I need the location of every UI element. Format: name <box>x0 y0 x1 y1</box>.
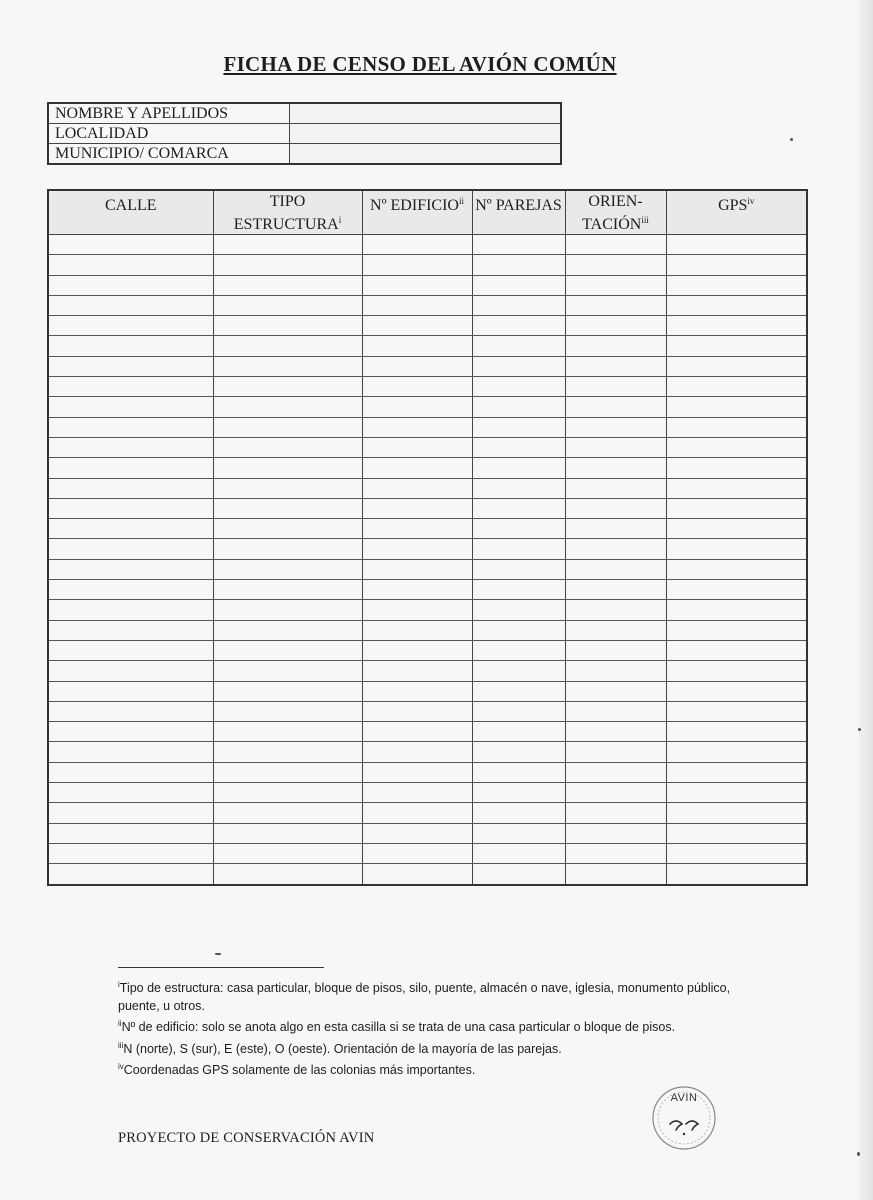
table-cell[interactable] <box>565 336 666 356</box>
table-cell[interactable] <box>213 843 362 863</box>
table-cell[interactable] <box>48 823 213 843</box>
table-cell[interactable] <box>666 417 807 437</box>
table-cell[interactable] <box>362 864 472 885</box>
table-cell[interactable] <box>666 803 807 823</box>
table-cell[interactable] <box>48 478 213 498</box>
table-cell[interactable] <box>666 235 807 255</box>
table-cell[interactable] <box>565 661 666 681</box>
table-cell[interactable] <box>472 235 565 255</box>
table-cell[interactable] <box>565 559 666 579</box>
table-cell[interactable] <box>362 559 472 579</box>
table-row <box>48 295 807 315</box>
table-cell[interactable] <box>48 437 213 457</box>
table-cell[interactable] <box>362 600 472 620</box>
table-cell[interactable] <box>565 539 666 559</box>
table-cell[interactable] <box>213 356 362 376</box>
paper-speck <box>858 728 861 731</box>
table-cell[interactable] <box>213 864 362 885</box>
table-cell[interactable] <box>472 580 565 600</box>
table-cell[interactable] <box>362 316 472 336</box>
table-cell[interactable] <box>565 275 666 295</box>
table-cell[interactable] <box>565 356 666 376</box>
table-row <box>48 336 807 356</box>
table-cell[interactable] <box>565 843 666 863</box>
table-cell[interactable] <box>362 843 472 863</box>
table-cell[interactable] <box>362 539 472 559</box>
table-cell[interactable] <box>362 620 472 640</box>
table-cell[interactable] <box>48 539 213 559</box>
table-row <box>48 356 807 376</box>
table-cell[interactable] <box>472 600 565 620</box>
page-edge <box>859 0 873 1200</box>
table-row <box>48 580 807 600</box>
table-cell[interactable] <box>48 519 213 539</box>
locality-field[interactable] <box>290 124 562 144</box>
table-cell[interactable] <box>213 255 362 275</box>
table-cell[interactable] <box>472 377 565 397</box>
table-row <box>48 640 807 660</box>
table-cell[interactable] <box>362 255 472 275</box>
table-cell[interactable] <box>362 580 472 600</box>
table-row <box>48 762 807 782</box>
table-cell[interactable] <box>213 823 362 843</box>
table-cell[interactable] <box>48 235 213 255</box>
table-cell[interactable] <box>362 722 472 742</box>
column-header-tipo-estructura: TIPO ESTRUCTURA$^i$ <box>213 190 362 235</box>
table-cell[interactable] <box>472 742 565 762</box>
table-row <box>48 255 807 275</box>
table-cell[interactable] <box>213 397 362 417</box>
table-row <box>48 783 807 803</box>
table-cell[interactable] <box>48 640 213 660</box>
table-cell[interactable] <box>565 762 666 782</box>
table-cell[interactable] <box>362 295 472 315</box>
table-cell[interactable] <box>213 498 362 518</box>
table-cell[interactable] <box>213 478 362 498</box>
table-cell[interactable] <box>362 458 472 478</box>
footnote-building-number: $^{ii}$Nº de edificio: solo se anota algo en esta casilla si se trata de una casa particular o bloque de pisos. <box>118 1019 676 1034</box>
table-row <box>48 397 807 417</box>
paper-speck <box>215 953 221 955</box>
table-cell[interactable] <box>472 417 565 437</box>
table-cell[interactable] <box>565 803 666 823</box>
table-row <box>48 620 807 640</box>
table-cell[interactable] <box>472 681 565 701</box>
table-cell[interactable] <box>666 519 807 539</box>
table-cell[interactable] <box>472 843 565 863</box>
table-cell[interactable] <box>213 803 362 823</box>
table-cell[interactable] <box>666 681 807 701</box>
table-cell[interactable] <box>48 397 213 417</box>
municipality-field[interactable] <box>290 144 562 165</box>
table-cell[interactable] <box>565 864 666 885</box>
table-cell[interactable] <box>213 600 362 620</box>
table-cell[interactable] <box>565 255 666 275</box>
table-cell[interactable] <box>213 661 362 681</box>
table-cell[interactable] <box>213 539 362 559</box>
table-cell[interactable] <box>565 295 666 315</box>
table-cell[interactable] <box>48 681 213 701</box>
table-cell[interactable] <box>666 701 807 721</box>
table-cell[interactable] <box>472 295 565 315</box>
municipality-label: MUNICIPIO/ COMARCA <box>48 144 290 165</box>
table-row <box>48 478 807 498</box>
table-cell[interactable] <box>666 377 807 397</box>
table-cell[interactable] <box>565 823 666 843</box>
table-cell[interactable] <box>565 681 666 701</box>
table-cell[interactable] <box>666 275 807 295</box>
table-row <box>48 722 807 742</box>
column-header-orientacion: ORIEN- TACIÓN$^{iii}$ <box>565 190 666 235</box>
table-cell[interactable] <box>666 742 807 762</box>
table-cell[interactable] <box>565 640 666 660</box>
table-cell[interactable] <box>48 783 213 803</box>
column-header-parejas: Nº PAREJAS <box>472 190 565 235</box>
table-cell[interactable] <box>362 823 472 843</box>
table-cell[interactable] <box>213 783 362 803</box>
table-cell[interactable] <box>362 498 472 518</box>
table-cell[interactable] <box>472 498 565 518</box>
table-cell[interactable] <box>48 580 213 600</box>
table-cell[interactable] <box>48 843 213 863</box>
page-title: FICHA DE CENSO DEL AVIÓN COMÚN <box>223 52 617 76</box>
table-cell[interactable] <box>666 580 807 600</box>
swallow-icon <box>670 1121 698 1130</box>
table-cell[interactable] <box>213 640 362 660</box>
table-cell[interactable] <box>48 701 213 721</box>
table-cell[interactable] <box>666 843 807 863</box>
table-cell[interactable] <box>213 458 362 478</box>
table-cell[interactable] <box>213 235 362 255</box>
table-cell[interactable] <box>48 356 213 376</box>
table-cell[interactable] <box>48 255 213 275</box>
table-cell[interactable] <box>362 803 472 823</box>
table-cell[interactable] <box>213 519 362 539</box>
table-cell[interactable] <box>213 762 362 782</box>
table-cell[interactable] <box>362 275 472 295</box>
table-cell[interactable] <box>565 600 666 620</box>
table-cell[interactable] <box>472 336 565 356</box>
table-cell[interactable] <box>472 783 565 803</box>
footnote-divider <box>118 967 324 968</box>
info-row-name <box>48 103 561 124</box>
table-cell[interactable] <box>565 397 666 417</box>
info-table <box>47 102 562 165</box>
census-table <box>47 189 808 886</box>
table-row <box>48 681 807 701</box>
column-header-edificio: Nº EDIFICIO$^{ii}$ <box>362 190 472 235</box>
table-cell[interactable] <box>472 762 565 782</box>
table-row <box>48 437 807 457</box>
table-cell[interactable] <box>565 235 666 255</box>
table-cell[interactable] <box>472 661 565 681</box>
table-cell[interactable] <box>472 316 565 336</box>
table-cell[interactable] <box>362 397 472 417</box>
table-row <box>48 316 807 336</box>
table-cell[interactable] <box>666 620 807 640</box>
table-cell[interactable] <box>565 498 666 518</box>
table-cell[interactable] <box>472 397 565 417</box>
table-cell[interactable] <box>362 681 472 701</box>
table-cell[interactable] <box>362 519 472 539</box>
table-cell[interactable] <box>472 458 565 478</box>
table-cell[interactable] <box>472 478 565 498</box>
table-cell[interactable] <box>666 458 807 478</box>
table-cell[interactable] <box>213 336 362 356</box>
table-cell[interactable] <box>48 295 213 315</box>
table-cell[interactable] <box>666 640 807 660</box>
table-cell[interactable] <box>472 559 565 579</box>
table-cell[interactable] <box>48 864 213 885</box>
paper-speck <box>857 1152 860 1156</box>
table-cell[interactable] <box>362 437 472 457</box>
table-cell[interactable] <box>666 316 807 336</box>
table-cell[interactable] <box>565 722 666 742</box>
table-cell[interactable] <box>472 255 565 275</box>
table-cell[interactable] <box>565 458 666 478</box>
table-cell[interactable] <box>666 498 807 518</box>
footnote-gps: $^{iv}$Coordenadas GPS solamente de las colonias más importantes. <box>118 1062 476 1077</box>
table-cell[interactable] <box>48 377 213 397</box>
info-row-municipality <box>48 144 561 165</box>
table-cell[interactable] <box>472 864 565 885</box>
table-cell[interactable] <box>565 316 666 336</box>
table-row <box>48 275 807 295</box>
census-body <box>48 235 807 885</box>
table-cell[interactable] <box>666 864 807 885</box>
paper-speck <box>790 138 793 141</box>
table-cell[interactable] <box>666 295 807 315</box>
name-label: NOMBRE Y APELLIDOS <box>48 103 290 124</box>
table-cell[interactable] <box>666 783 807 803</box>
table-row <box>48 661 807 681</box>
table-cell[interactable] <box>565 478 666 498</box>
footnotes <box>118 976 738 1080</box>
table-cell[interactable] <box>565 580 666 600</box>
table-cell[interactable] <box>666 600 807 620</box>
column-header-calle: CALLE <box>48 190 213 235</box>
table-cell[interactable] <box>362 762 472 782</box>
table-cell[interactable] <box>48 336 213 356</box>
table-cell[interactable] <box>666 539 807 559</box>
table-row <box>48 742 807 762</box>
table-cell[interactable] <box>362 661 472 681</box>
table-cell[interactable] <box>48 275 213 295</box>
table-cell[interactable] <box>362 377 472 397</box>
table-cell[interactable] <box>565 742 666 762</box>
table-cell[interactable] <box>472 823 565 843</box>
table-row <box>48 864 807 885</box>
table-row <box>48 539 807 559</box>
table-cell[interactable] <box>565 519 666 539</box>
table-cell[interactable] <box>213 316 362 336</box>
table-cell[interactable] <box>48 458 213 478</box>
column-header-gps: GPS$^{iv}$ <box>666 190 807 235</box>
table-cell[interactable] <box>362 235 472 255</box>
table-cell[interactable] <box>48 600 213 620</box>
table-cell[interactable] <box>472 519 565 539</box>
table-row <box>48 519 807 539</box>
locality-label: LOCALIDAD <box>48 124 290 144</box>
table-cell[interactable] <box>48 559 213 579</box>
table-cell[interactable] <box>213 681 362 701</box>
name-field[interactable] <box>290 103 562 124</box>
table-cell[interactable] <box>213 437 362 457</box>
table-cell[interactable] <box>565 437 666 457</box>
table-cell[interactable] <box>666 397 807 417</box>
table-row <box>48 377 807 397</box>
logo-text: AVIN <box>670 1092 698 1104</box>
table-cell[interactable] <box>666 722 807 742</box>
table-cell[interactable] <box>666 823 807 843</box>
table-cell[interactable] <box>362 336 472 356</box>
table-cell[interactable] <box>472 356 565 376</box>
footnote-structure-type: $^i$Tipo de estructura: casa particular, bloque de pisos, silo, puente, almacén o nave, iglesia, monumento público, puente, u otros. <box>118 980 731 1013</box>
table-cell[interactable] <box>362 417 472 437</box>
table-row <box>48 235 807 255</box>
table-row <box>48 498 807 518</box>
table-cell[interactable] <box>666 336 807 356</box>
table-cell[interactable] <box>472 437 565 457</box>
info-row-locality <box>48 124 561 144</box>
table-cell[interactable] <box>213 742 362 762</box>
table-cell[interactable] <box>48 722 213 742</box>
table-cell[interactable] <box>362 701 472 721</box>
table-cell[interactable] <box>48 742 213 762</box>
table-row <box>48 600 807 620</box>
table-row <box>48 823 807 843</box>
table-cell[interactable] <box>472 620 565 640</box>
table-cell[interactable] <box>472 722 565 742</box>
table-row <box>48 843 807 863</box>
table-cell[interactable] <box>48 498 213 518</box>
table-cell[interactable] <box>362 742 472 762</box>
table-cell[interactable] <box>362 640 472 660</box>
table-row <box>48 701 807 721</box>
table-cell[interactable] <box>213 701 362 721</box>
table-cell[interactable] <box>565 701 666 721</box>
table-cell[interactable] <box>48 316 213 336</box>
table-cell[interactable] <box>213 620 362 640</box>
table-cell[interactable] <box>472 701 565 721</box>
table-row <box>48 803 807 823</box>
table-cell[interactable] <box>213 559 362 579</box>
table-cell[interactable] <box>472 803 565 823</box>
table-cell[interactable] <box>565 620 666 640</box>
table-cell[interactable] <box>565 377 666 397</box>
table-cell[interactable] <box>565 783 666 803</box>
table-cell[interactable] <box>666 559 807 579</box>
table-cell[interactable] <box>666 437 807 457</box>
table-cell[interactable] <box>362 356 472 376</box>
table-cell[interactable] <box>565 417 666 437</box>
footer-project: PROYECTO DE CONSERVACIÓN AVIN <box>118 1130 375 1146</box>
table-cell[interactable] <box>48 762 213 782</box>
table-row <box>48 417 807 437</box>
table-cell[interactable] <box>48 620 213 640</box>
table-cell[interactable] <box>362 478 472 498</box>
table-cell[interactable] <box>472 539 565 559</box>
table-cell[interactable] <box>666 762 807 782</box>
table-cell[interactable] <box>666 356 807 376</box>
table-cell[interactable] <box>666 255 807 275</box>
table-cell[interactable] <box>213 377 362 397</box>
table-cell[interactable] <box>48 803 213 823</box>
table-row <box>48 458 807 478</box>
table-row <box>48 559 807 579</box>
table-cell[interactable] <box>472 640 565 660</box>
table-cell[interactable] <box>48 417 213 437</box>
table-cell[interactable] <box>666 661 807 681</box>
table-cell[interactable] <box>48 661 213 681</box>
footnote-orientation: $^{iii}$N (norte), S (sur), E (este), O (oeste). Orientación de la mayoría de las parejas. <box>118 1040 562 1056</box>
table-cell[interactable] <box>213 275 362 295</box>
table-cell[interactable] <box>213 580 362 600</box>
table-cell[interactable] <box>666 478 807 498</box>
table-cell[interactable] <box>362 783 472 803</box>
census-header-row <box>48 190 807 235</box>
table-cell[interactable] <box>213 417 362 437</box>
table-cell[interactable] <box>213 295 362 315</box>
table-cell[interactable] <box>213 722 362 742</box>
table-cell[interactable] <box>472 275 565 295</box>
